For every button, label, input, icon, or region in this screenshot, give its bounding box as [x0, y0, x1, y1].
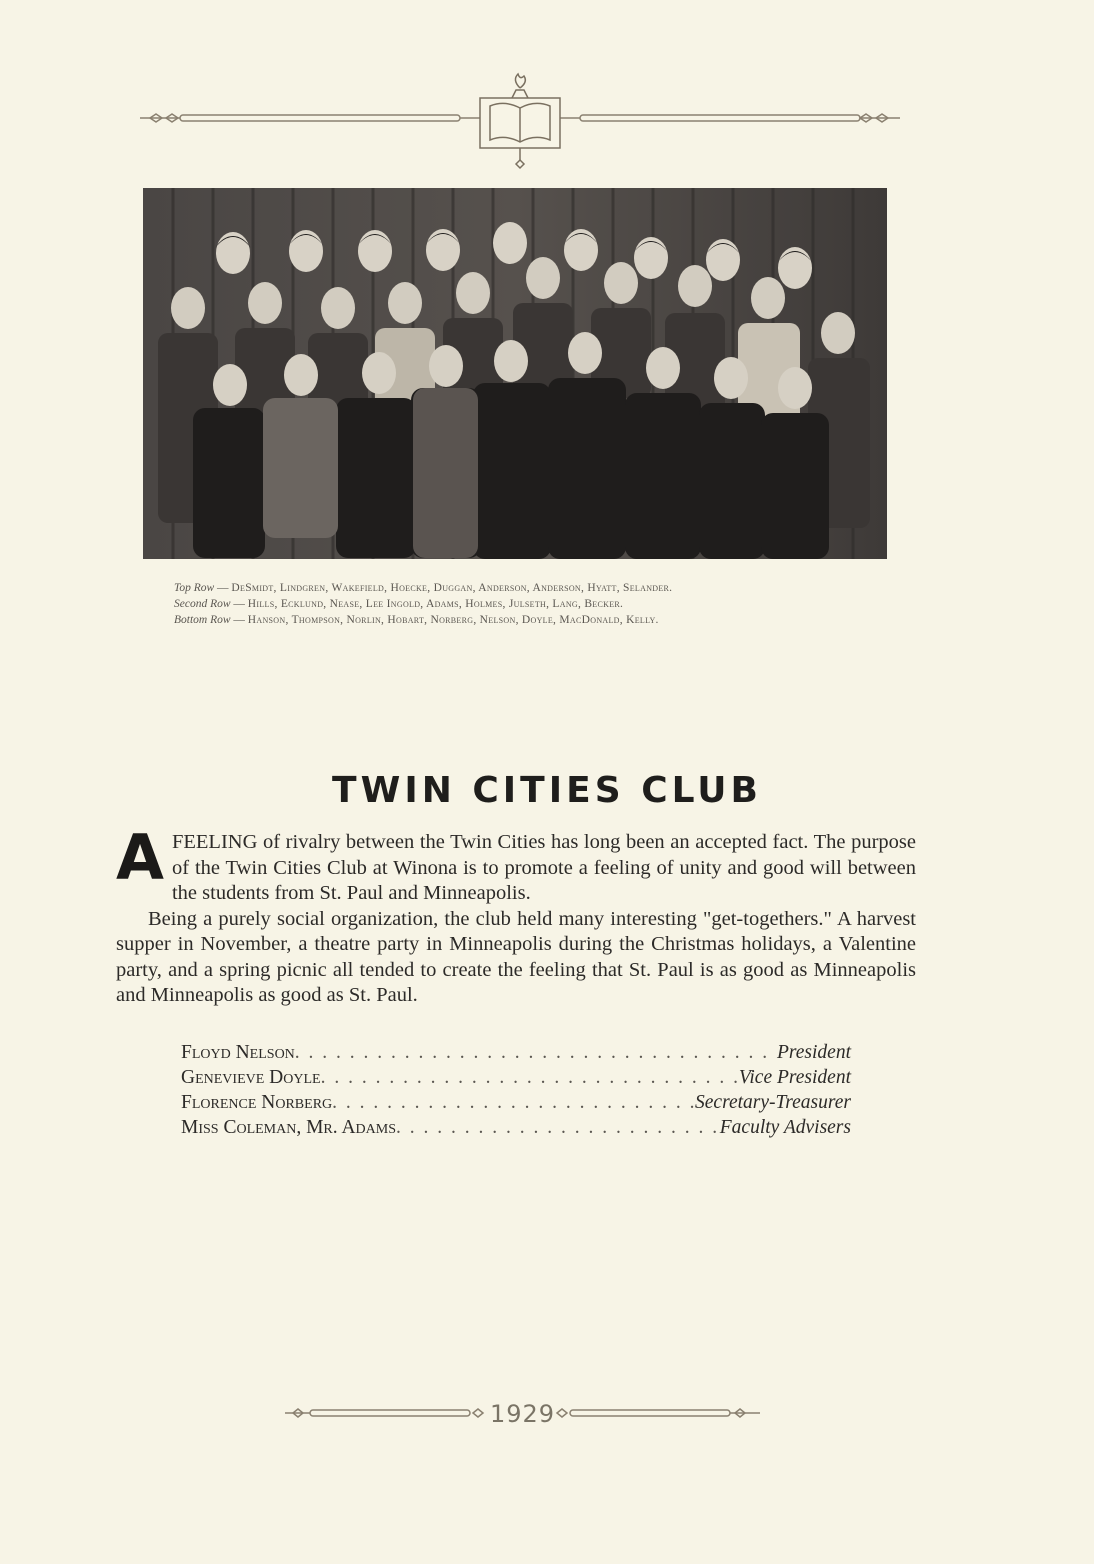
leader-dots	[332, 1090, 695, 1115]
officer-row	[181, 1090, 851, 1115]
officer-list	[181, 1040, 851, 1140]
officer-name: Floyd Nelson	[181, 1042, 295, 1063]
caption-row-names: Hills, Ecklund, Nease, Lee Ingold, Adams, Holmes, Julseth, Lang, Becker.	[247, 598, 624, 610]
group-photo-image	[143, 188, 887, 559]
caption-row-label: Second Row	[174, 598, 231, 610]
group-photo	[143, 188, 887, 559]
paragraph-1-text: FEELING of rivalry between the Twin Cities has long been an accepted fact. The purpose of the Twin Cities Club at Winona is to promote a feeling of unity and good will between the students from St. Paul and Minneapolis.	[171, 831, 916, 904]
body-text	[116, 821, 916, 1029]
leader-dots	[396, 1115, 720, 1140]
photo-caption	[174, 580, 894, 628]
leader-dots	[295, 1040, 777, 1065]
officer-name: Florence Norberg	[181, 1092, 333, 1113]
officer-role: Secretary-Treasurer	[695, 1092, 851, 1113]
officer-row	[181, 1115, 851, 1140]
officer-row	[181, 1065, 851, 1090]
leader-dots	[321, 1065, 739, 1090]
header-ornament	[140, 70, 900, 180]
caption-row-dash: —	[214, 582, 232, 594]
open-book-torch-icon	[480, 74, 560, 168]
caption-row-names: DeSmidt, Lindgren, Wakefield, Hoecke, Duggan, Anderson, Anderson, Hyatt, Selander.	[231, 582, 673, 594]
caption-row-dash: —	[230, 614, 248, 626]
officer-role: Vice President	[738, 1067, 851, 1088]
caption-row-names: Hanson, Thompson, Norlin, Hobart, Norberg, Nelson, Doyle, MacDonald, Kelly.	[247, 614, 659, 626]
officer-role: President	[776, 1042, 851, 1063]
paragraph-1	[116, 821, 916, 907]
footer-year: 1929	[490, 1400, 556, 1428]
paragraph-2: Being a purely social organization, the club held many interesting "get-togethers." A harvest supper in November, a theatre party in Minneapolis during the Christmas holidays, a Valentine party, and a spring picnic all tended to create the feeling that St. Paul is as good as Minneapolis and Minneapolis as good as St. Paul.	[116, 907, 916, 1006]
caption-row-bottom	[174, 612, 894, 628]
drop-cap: A	[116, 821, 164, 894]
caption-row-dash: —	[230, 598, 248, 610]
page-title: TWIN CITIES CLUB	[332, 770, 762, 811]
caption-row-label: Bottom Row	[174, 614, 231, 626]
officer-name: Genevieve Doyle	[181, 1067, 321, 1088]
officer-name: Miss Coleman, Mr. Adams	[181, 1117, 396, 1138]
officer-role: Faculty Advisers	[719, 1117, 851, 1138]
caption-row-second	[174, 596, 894, 612]
officer-row	[181, 1040, 851, 1065]
caption-row-label: Top Row	[174, 582, 215, 594]
caption-row-top	[174, 580, 894, 596]
